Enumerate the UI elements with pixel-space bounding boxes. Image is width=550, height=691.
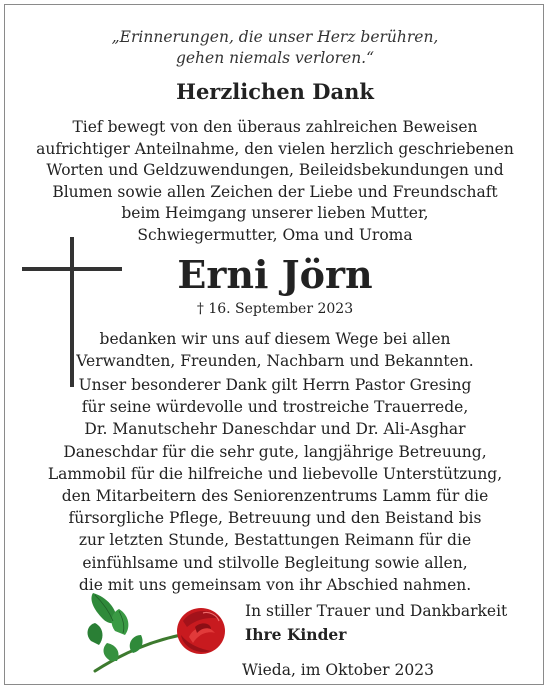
date-of-death: † 16. September 2023 [196, 301, 354, 317]
place-and-date: Wieda, im Oktober 2023 [242, 661, 434, 679]
signoff [245, 599, 507, 647]
thanks-line: Tief bewegt von den überaus zahlreichen Beweisen [72, 118, 478, 136]
heading-thanks: Herzlichen Dank [176, 79, 374, 104]
rose-leaf [88, 623, 103, 645]
special-line: die mit uns gemeinsam von ihr Abschied nahmen. [78, 575, 472, 594]
special-line: den Mitarbeitern des Seniorenzentrums Lamm für die [61, 487, 489, 506]
quote-line: „Erinnerungen, die unser Herz berühren, [111, 28, 439, 46]
special-line: Dr. Manutschehr Daneschdar und Dr. Ali-Asghar [84, 420, 466, 439]
thanks-line: Worten und Geldzuwendungen, Beileidsbekundungen und [46, 161, 504, 179]
quote-line: gehen niemals verloren.“ [175, 49, 375, 67]
special-line: einfühlsame und stilvolle Begleitung sowie allen, [82, 553, 468, 572]
relatives-paragraph [5, 328, 545, 372]
relatives-line: Verwandten, Freunden, Nachbarn und Bekannten. [76, 352, 474, 370]
special-line: zur letzten Stunde, Bestattungen Reimann für die [78, 531, 472, 550]
rose-leaf [130, 635, 143, 653]
special-line: Lammobil für die hilfreiche und liebevolle Unterstützung, [47, 464, 503, 483]
special-line: Unser besonderer Dank gilt Herrn Pastor Gresing [78, 376, 472, 394]
special-thanks-paragraph [5, 374, 545, 596]
thanks-line: aufrichtiger Anteilnahme, den vielen herzlich geschriebenen [36, 139, 514, 158]
thanks-paragraph [5, 117, 545, 246]
rose-leaf [104, 643, 119, 661]
signoff-text: In stiller Trauer und Dankbarkeit [245, 602, 508, 620]
thanks-line: beim Heimgang unserer lieben Mutter, [121, 204, 429, 222]
thanks-line: Blumen sowie allen Zeichen der Liebe und Freundschaft [52, 182, 498, 201]
signoff-signer: Ihre Kinder [245, 625, 347, 644]
deceased-name: Erni Jörn [177, 252, 373, 297]
memorial-quote [5, 27, 545, 69]
special-line: fürsorgliche Pflege, Betreuung und den Beistand bis [68, 509, 482, 528]
obituary-thank-you-notice [4, 4, 544, 685]
special-line: Daneschdar für die sehr gute, langjährige Betreuung, [63, 442, 487, 461]
relatives-line: bedanken wir uns auf diesem Wege bei allen [99, 330, 451, 348]
thanks-line: Schwiegermutter, Oma und Uroma [137, 225, 413, 244]
special-line: für seine würdevolle und trostreiche Trauerrede, [81, 398, 469, 417]
rose-icon [83, 591, 233, 676]
